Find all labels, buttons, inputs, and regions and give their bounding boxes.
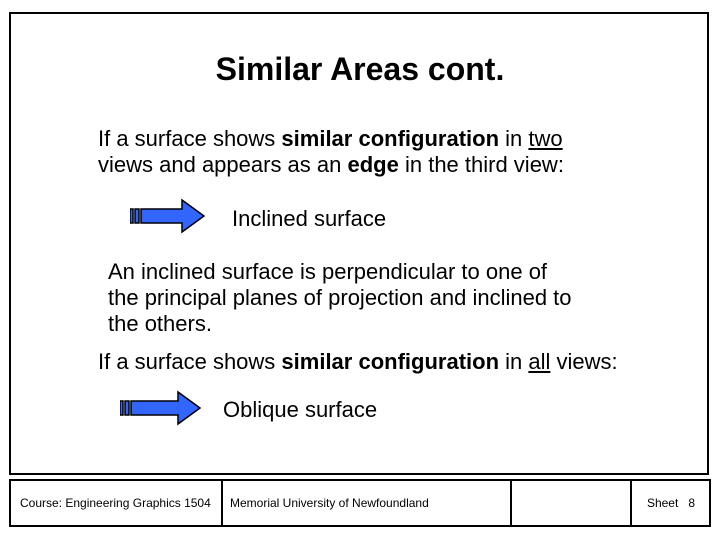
block-arrow-right-icon [130, 198, 206, 236]
intro-line2-text-c: in the third view: [398, 152, 564, 177]
intro-underlined-two: two [528, 126, 563, 151]
footer-empty-cell [512, 481, 632, 525]
footer-course: Course: Engineering Graphics 1504 [20, 496, 211, 510]
explanation-line-1: An inclined surface is perpendicular to one of [108, 259, 548, 284]
intro-bold-similar-configuration: similar configuration [281, 126, 500, 151]
block-arrow-right-icon [120, 390, 202, 428]
footer-sheet-cell [632, 481, 709, 525]
intro-text-a: If a surface shows [98, 126, 282, 151]
intro-line-1 [98, 126, 564, 152]
second-line [98, 349, 618, 375]
second-text-e: views: [550, 349, 618, 374]
explanation-line-2: the principal planes of projection and inclined to [108, 285, 572, 310]
second-underlined-all: all [528, 349, 551, 374]
slide-title: Similar Areas cont. [215, 51, 505, 87]
slide-footer [9, 479, 711, 527]
footer-sheet-number: 8 [688, 496, 695, 510]
footer-sheet-label: Sheet [646, 496, 679, 510]
second-text-c: in [499, 349, 529, 374]
inclined-surface-label: Inclined surface [232, 206, 387, 231]
inclined-explanation [108, 259, 572, 337]
intro-text-c: in [499, 126, 529, 151]
intro-paragraph [98, 126, 564, 178]
explanation-line-3: the others. [108, 311, 212, 336]
oblique-surface-label: Oblique surface [223, 397, 378, 422]
intro-bold-edge: edge [347, 152, 399, 177]
footer-university: Memorial University of Newfoundland [230, 496, 429, 510]
second-text-a: If a surface shows [98, 349, 282, 374]
footer-university-cell [223, 481, 512, 525]
second-condition [98, 349, 618, 375]
intro-line2-text-a: views and appears as an [98, 152, 348, 177]
footer-course-cell [11, 481, 223, 525]
intro-line-2 [98, 152, 564, 178]
second-bold-similar-configuration: similar configuration [281, 349, 500, 374]
